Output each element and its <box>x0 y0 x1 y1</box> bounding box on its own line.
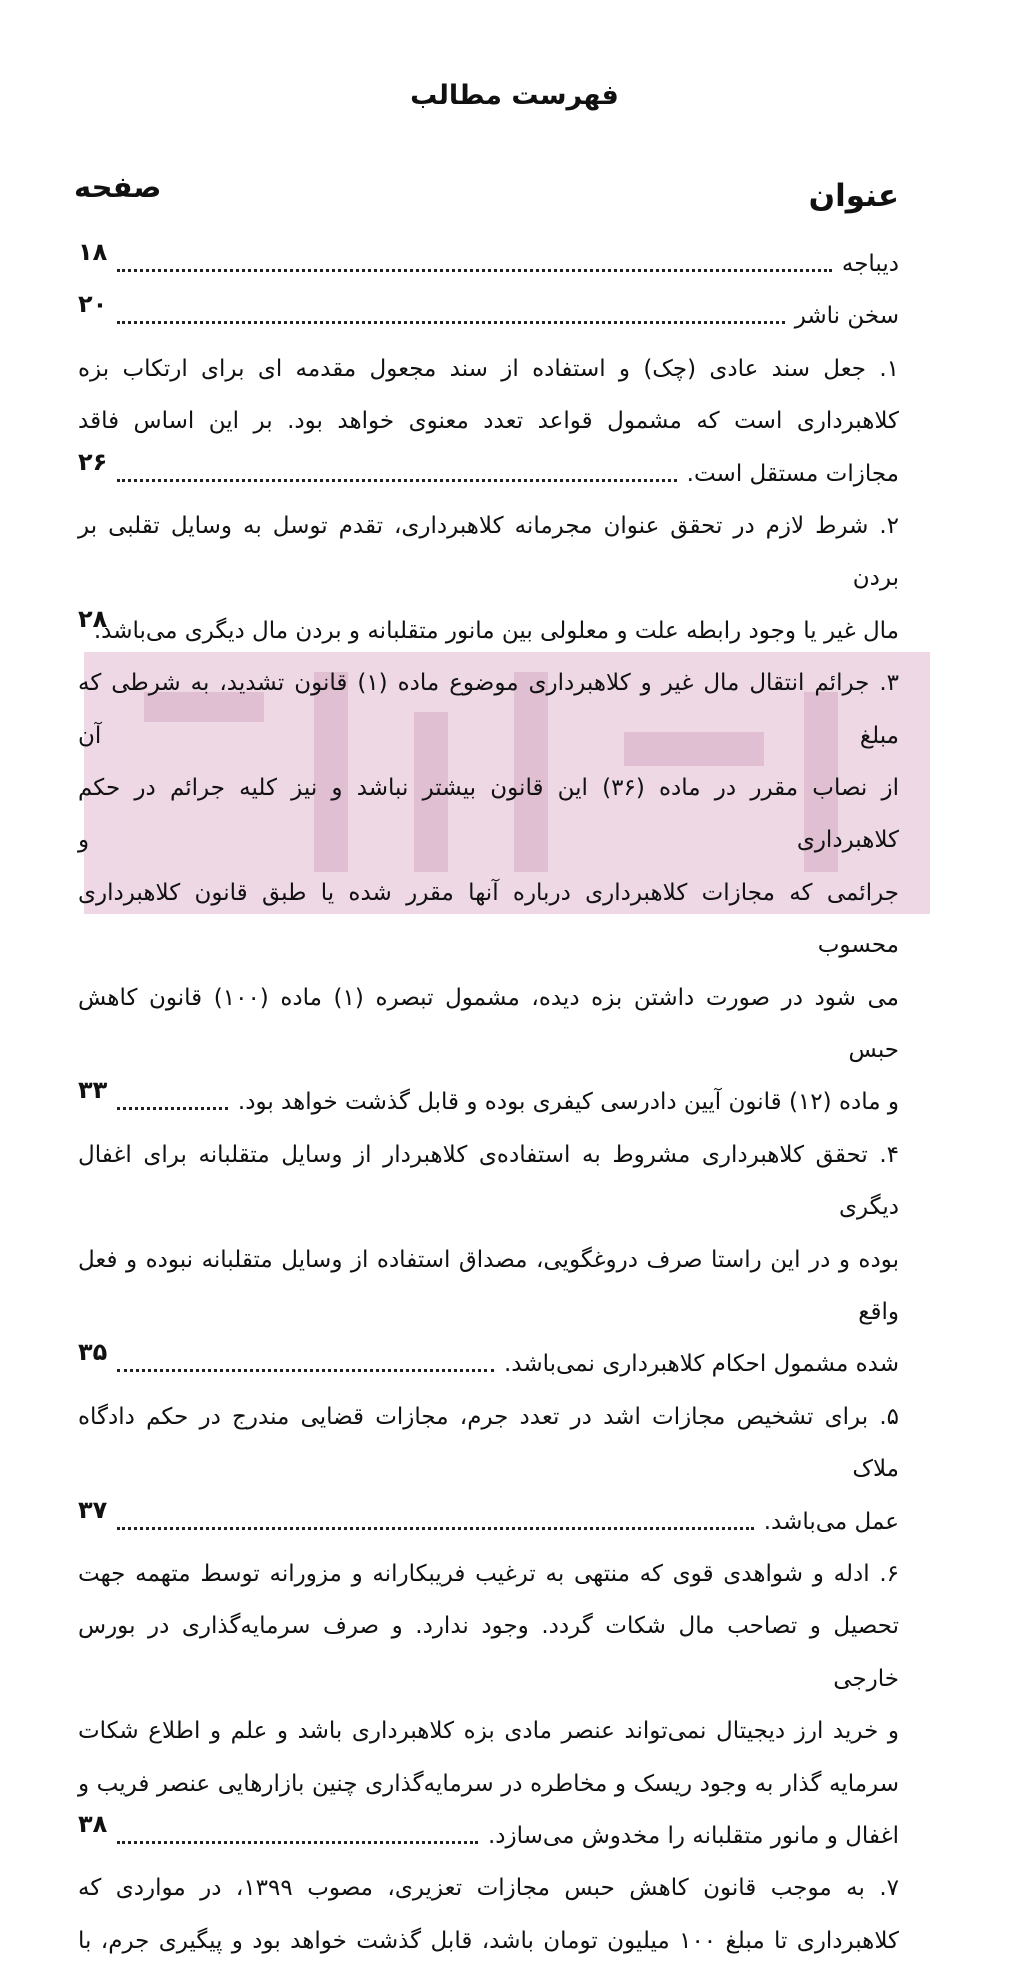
toc-entry-line: می شود در صورت داشتن بزه دیده، مشمول تبصره (۱) ماده (۱۰۰) قانون کاهش حبس <box>78 984 899 1064</box>
toc-entry-line: سرمایه گذار به وجود ریسک و مخاطره در سرمایه‌گذاری چنین بازارهایی عنصر فریب و <box>78 1770 899 1797</box>
toc-entry-line: از نصاب مقرر در ماده (۳۶) این قانون بیشتر نباشد و نیز کلیه جرائم در حکم کلاهبرداری و <box>78 775 899 854</box>
toc-entry-line: ۲. شرط لازم در تحقق عنوان مجرمانه کلاهبرداری، تقدم توسل به وسایل تقلبی بر بردن <box>78 512 899 592</box>
toc-entry[interactable] <box>78 1129 899 1391</box>
toc-entry-line: تحصیل و تصاحب مال شکات گردد. وجود ندارد. و صرف سرمایه‌گذاری در بورس خارجی <box>78 1613 899 1692</box>
toc-entry-line: ۴. تحقق کلاهبرداری مشروط به استفاده‌ی کلاهبردار از وسایل متقلبانه برای اغفال دیگری <box>78 1141 899 1221</box>
toc-entry-line: ۱. جعل سند عادی (چک) و استفاده از سند مجعول مقدمه ای برای ارتکاب بزه <box>78 355 899 382</box>
toc-entry-text: مال غیر یا وجود رابطه علت و معلولی بین مانور متقلبانه و بردن مال دیگری می‌باشد. <box>93 617 899 644</box>
toc-entry-text: اغفال و مانور متقلبانه را مخدوش می‌سازد. <box>487 1823 899 1850</box>
toc-entry[interactable] <box>78 500 899 657</box>
dot-leader <box>117 1527 754 1530</box>
toc-entry[interactable] <box>78 290 899 342</box>
toc-entry-last-line <box>78 448 899 500</box>
toc-page-number: ۳۷ <box>78 1495 108 1524</box>
toc-entry-text: دیباجه <box>841 251 899 277</box>
toc-entry-line: ۳. جرائم انتقال مال غیر و کلاهبرداری موضوع ماده (۱) قانون تشدید، به شرطی که مبلغ آن <box>78 670 899 749</box>
toc-page-number: ۲۸ <box>78 604 108 633</box>
column-header-page: صفحه <box>74 170 162 204</box>
dot-leader <box>117 321 785 324</box>
toc-entries <box>78 238 899 1967</box>
toc-entry-line: بوده و در این راستا صرف دروغگویی، مصداق استفاده از وسایل متقلبانه نبوده و فعل واقع <box>78 1246 899 1326</box>
toc-entry-line: کلاهبرداری است که مشمول قواعد تعدد معنوی خواهد بود. بر این اساس فاقد <box>78 408 899 435</box>
toc-entry-last-line <box>78 1338 899 1390</box>
toc-page-number: ۱۸ <box>78 238 108 266</box>
dot-leader <box>117 1841 478 1844</box>
dot-leader <box>117 479 677 482</box>
toc-entry-text: مجازات مستقل است. <box>686 460 899 487</box>
toc-entry-last-line <box>78 238 899 290</box>
toc-entry-line: ۶. ادله و شواهدی قوی که منتهی به ترغیب فریبکارانه و مزورانه توسط متهمه جهت <box>78 1561 899 1588</box>
toc-entry-text: شده مشمول احکام کلاهبرداری نمی‌باشد. <box>503 1351 899 1378</box>
toc-entry-last-line <box>78 1076 899 1128</box>
toc-page-number: ۲۶ <box>78 447 108 476</box>
toc-entry[interactable] <box>78 343 899 500</box>
toc-entry[interactable] <box>78 1391 899 1548</box>
toc-entry[interactable] <box>78 657 899 1129</box>
toc-page-number: ۳۵ <box>78 1338 108 1367</box>
toc-page-number: ۲۰ <box>78 290 108 319</box>
toc-entry-text: سخن ناشر <box>794 303 899 330</box>
toc-entry-last-line <box>78 1810 899 1862</box>
toc-page-number: ۳۳ <box>78 1076 108 1105</box>
toc-entry-line: جرائمی که مجازات کلاهبرداری درباره آنها مقرر شده یا طبق قانون کلاهبرداری محسوب <box>78 879 899 959</box>
toc-entry-line: ۷. به موجب قانون کاهش حبس مجازات تعزیری، مصوب ۱۳۹۹، در مواردی که <box>78 1875 899 1902</box>
toc-entry-text: و ماده (۱۲) قانون آیین دادرسی کیفری بوده و قابل گذشت خواهد بود. <box>237 1089 899 1116</box>
toc-entry-last-line <box>78 605 899 657</box>
dot-leader <box>117 269 832 272</box>
column-header-title: عنوان <box>808 178 899 214</box>
toc-entry-last-line <box>78 1496 899 1548</box>
toc-entry-line: و خرید ارز دیجیتال نمی‌تواند عنصر مادی بزه کلاهبرداری باشد و علم و اطلاع شکات <box>78 1718 899 1745</box>
toc-entry-line: ۵. برای تشخیص مجازات اشد در تعدد جرم، مجازات قضایی مندرج در حکم دادگاه ملاک <box>78 1403 899 1483</box>
toc-entry-text: عمل می‌باشد. <box>763 1508 899 1535</box>
toc-entry-line: کلاهبرداری تا مبلغ ۱۰۰ میلیون تومان باشد، قابل گذشت خواهد بود و پیگیری جرم، با <box>78 1927 899 1954</box>
toc-entry[interactable] <box>78 1548 899 1862</box>
toc-entry-last-line <box>78 290 899 342</box>
toc-entry[interactable] <box>78 1862 899 1967</box>
toc-page-number: ۳۸ <box>78 1810 108 1839</box>
page-title: فهرست مطالب <box>410 80 619 111</box>
toc-entry[interactable] <box>78 238 899 290</box>
dot-leader <box>117 1369 494 1372</box>
dot-leader <box>117 1107 228 1110</box>
